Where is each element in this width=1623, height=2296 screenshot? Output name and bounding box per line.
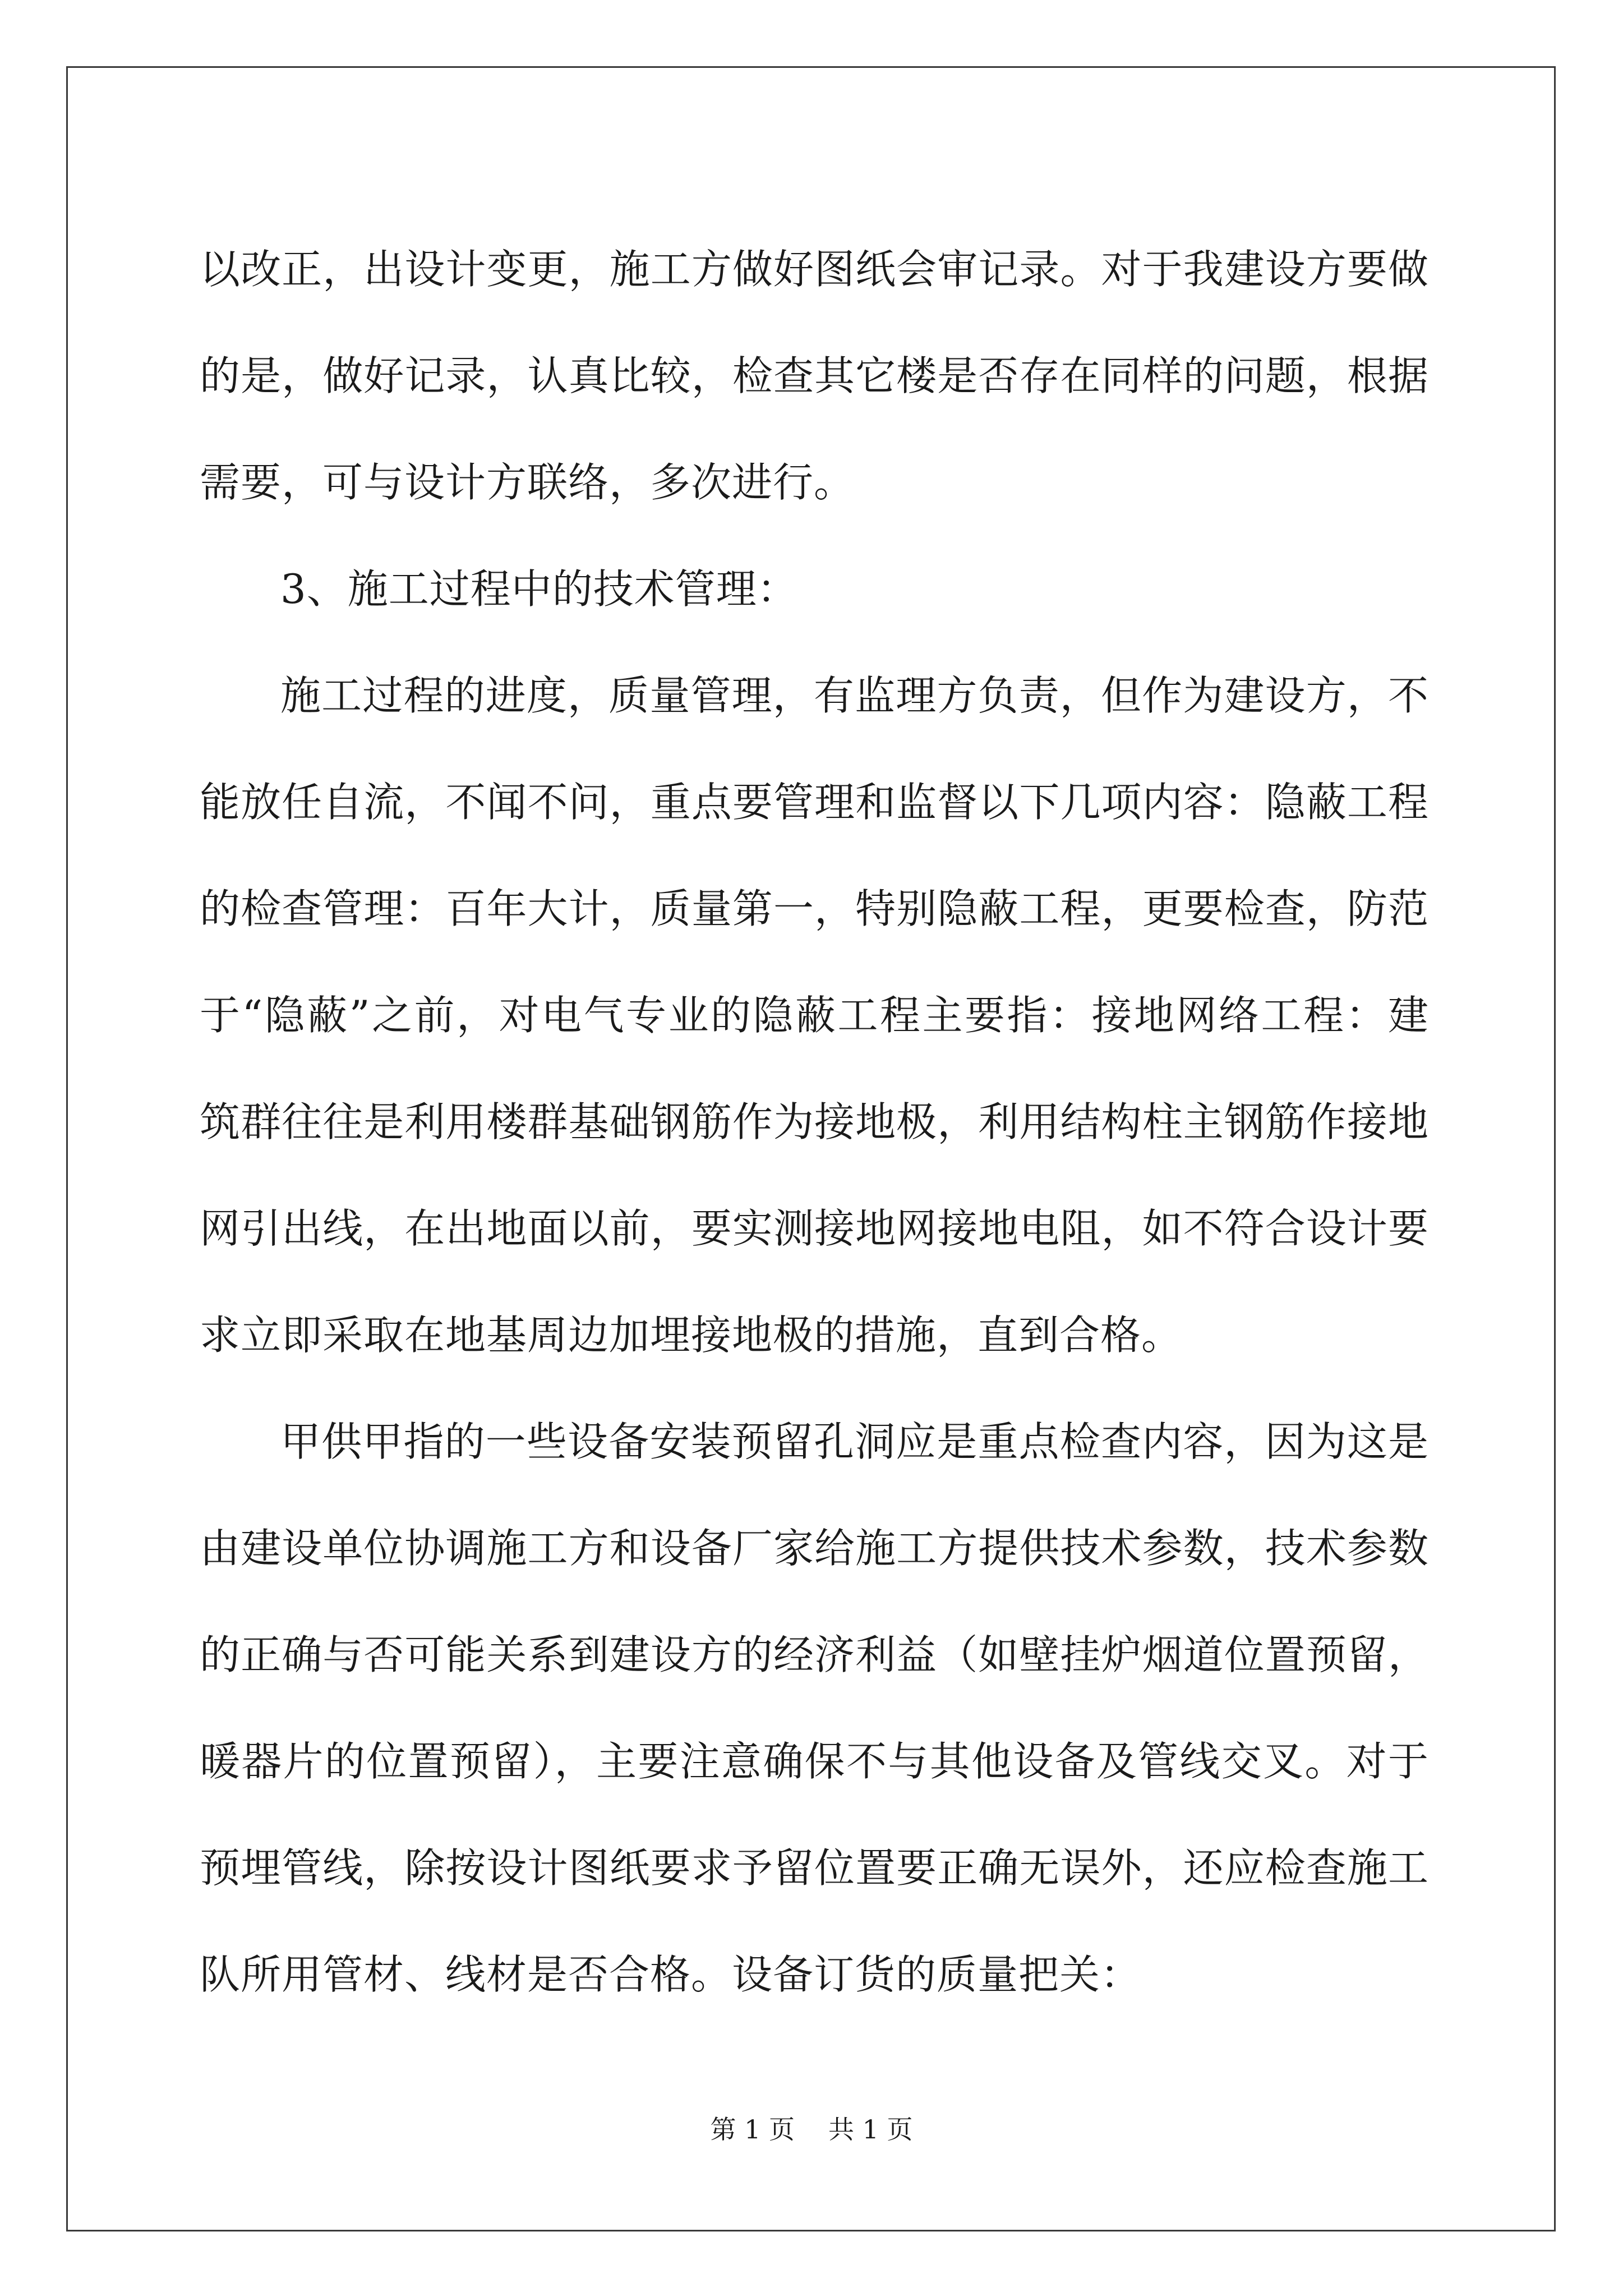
paragraph-3: 甲供甲指的一些设备安装预留孔洞应是重点检查内容，因为这是由建设单位协调施工方和设备厂家给施工方提供技术参数，技术参数的正确与否可能关系到建设方的经济利益（如壁挂炉烟道位置预留，暖器片的位置预留），主要注意确保不与其他设备及管线交叉。对于预埋管线，除按设计图纸要求予留位置要正确无误外，还应检查施工队所用管材、线材是否合格。设备订货的质量把关：	[200, 1418, 1429, 1998]
paragraph-1: 以改正，出设计变更，施工方做好图纸会审记录。对于我建设方要做的是，做好记录，认真比较，检查其它楼是否存在同样的问题，根据需要，可与设计方联络，多次进行。	[200, 246, 1429, 506]
paragraph-2: 施工过程的进度，质量管理，有监理方负责，但作为建设方，不能放任自流，不闻不问，重点要管理和监督以下几项内容：隐蔽工程的检查管理：百年大计，质量第一，特别隐蔽工程，更要检查，防范于“隐蔽”之前，对电气专业的隐蔽工程主要指：接地网络工程：建筑群往往是利用楼群基础钢筋作为接地极，利用结构柱主钢筋作接地网引出线，在出地面以前，要实测接地网接地电阻，如不符合设计要求立即采取在地基周边加埋接地极的措施，直到合格。	[200, 672, 1429, 1359]
section-heading-3: 3、施工过程中的技术管理：	[280, 565, 798, 613]
document-body	[200, 216, 1429, 2028]
page-total: 共 1 页	[828, 2114, 913, 2145]
page-footer	[0, 2113, 1623, 2146]
page-number: 第 1 页	[710, 2114, 795, 2145]
